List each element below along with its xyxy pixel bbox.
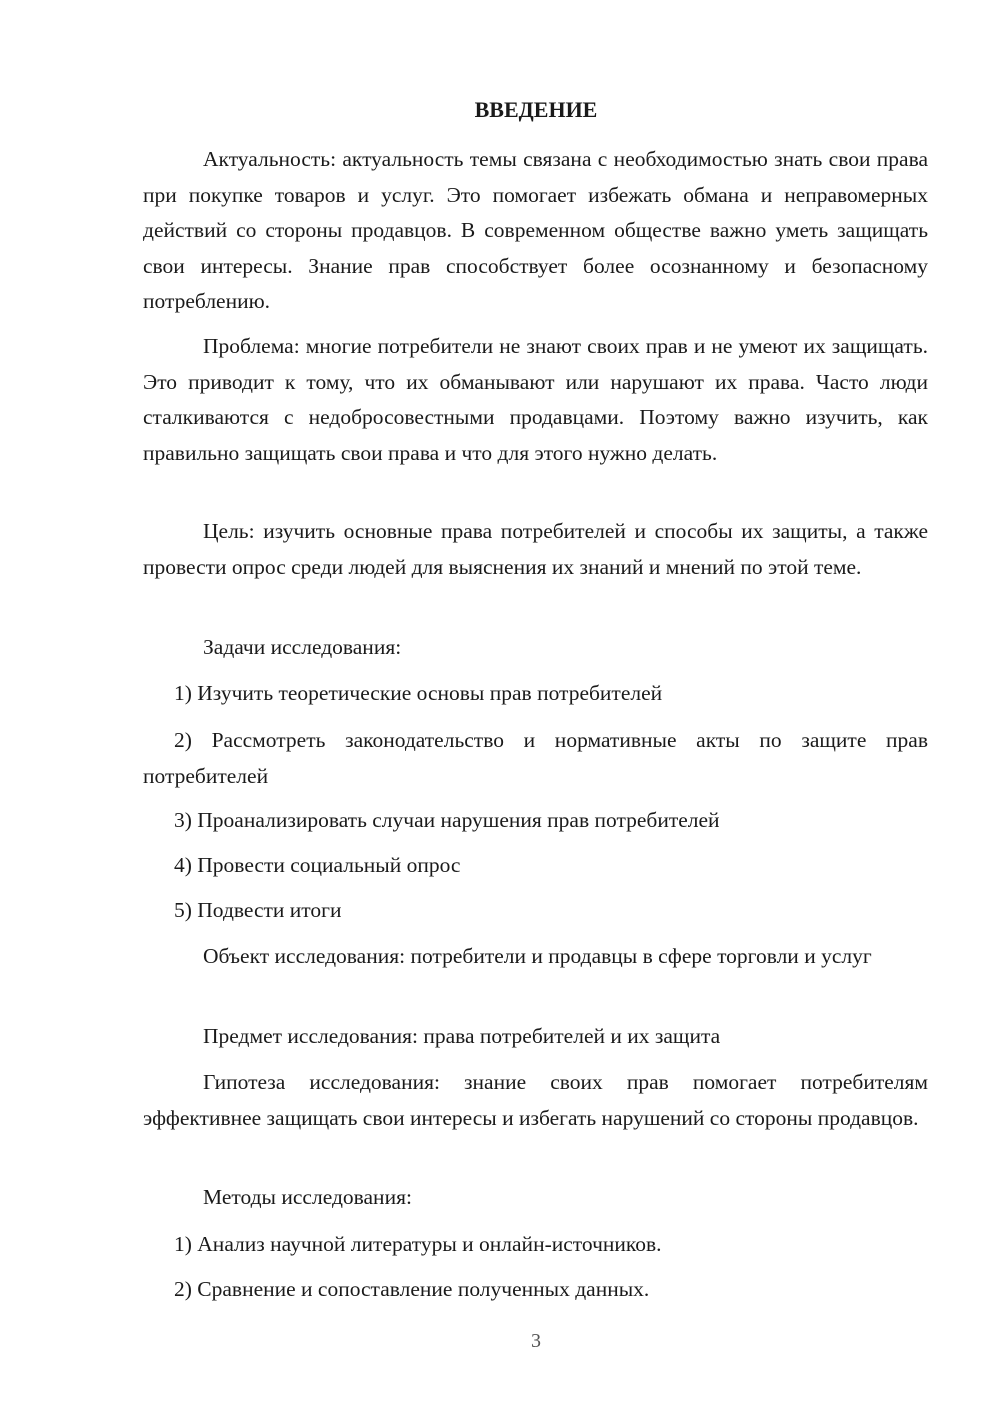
task-item-5: 5) Подвести итоги — [174, 898, 342, 922]
page-title: ВВЕДЕНИЕ — [474, 97, 598, 122]
methods-heading: Методы исследования: — [203, 1185, 412, 1209]
method-item-2: 2) Сравнение и сопоставление полученных данных. — [174, 1277, 650, 1301]
problem-paragraph: Проблема: многие потребители не знают своих прав и не умеют их защищать. Это приводит к тому, что их обманывают или нарушают их права. Часто люди сталкиваются с недобросовестными продавцами. Поэтому важно изучить, как правильно защищать свои права и что для этого нужно делать. — [143, 334, 928, 465]
page-number: 3 — [531, 1330, 541, 1352]
goal-paragraph: Цель: изучить основные права потребителей и способы их защиты, а также провести опрос среди людей для выяснения их знаний и мнений по этой теме. — [143, 519, 928, 579]
subject-paragraph: Предмет исследования: права потребителей и их защита — [203, 1024, 721, 1048]
task-item-2: 2) Рассмотреть законодательство и нормативные акты по защите прав потребителей — [143, 728, 928, 788]
object-paragraph: Объект исследования: потребители и продавцы в сфере торговли и услуг — [203, 944, 872, 968]
task-item-1: 1) Изучить теоретические основы прав потребителей — [174, 681, 663, 705]
tasks-heading: Задачи исследования: — [203, 635, 402, 659]
method-item-1: 1) Анализ научной литературы и онлайн-источников. — [174, 1232, 662, 1256]
task-item-3: 3) Проанализировать случаи нарушения прав потребителей — [174, 808, 720, 832]
relevance-paragraph: Актуальность: актуальность темы связана с необходимостью знать свои права при покупке товаров и услуг. Это помогает избежать обмана и неправомерных действий со стороны продавцов. В современном обществе важно уметь защищать свои интересы. Знание прав способствует более осознанному и безопасному потреблению. — [143, 147, 928, 313]
task-item-4: 4) Провести социальный опрос — [174, 853, 461, 877]
hypothesis-paragraph: Гипотеза исследования: знание своих прав помогает потребителям эффективнее защищать свои интересы и избегать нарушений со стороны продавцов. — [143, 1070, 928, 1130]
